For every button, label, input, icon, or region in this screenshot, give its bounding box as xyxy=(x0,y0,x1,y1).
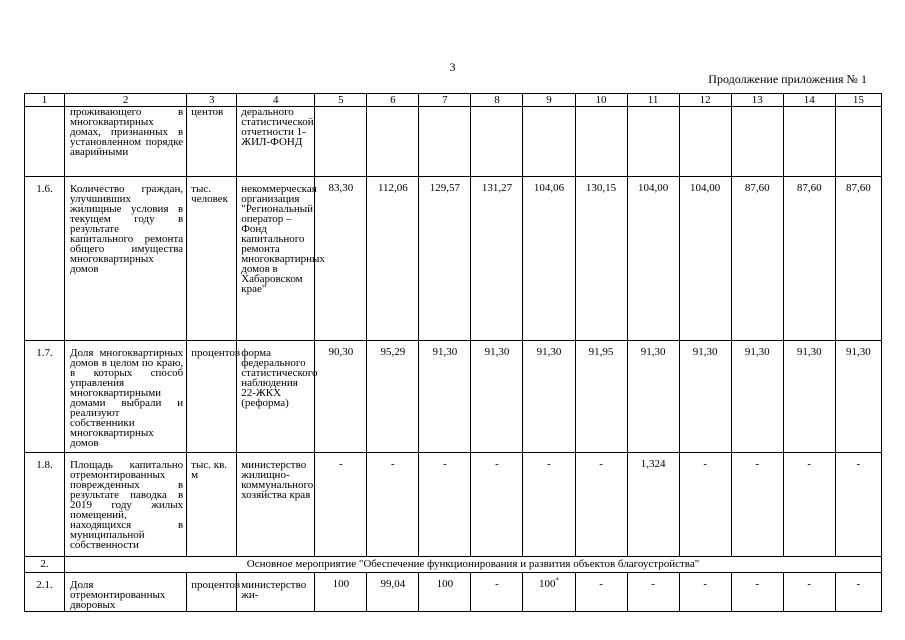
header-cell: 2 xyxy=(65,94,187,107)
header-row xyxy=(25,94,882,107)
indicator-name: Площадь капитально отремонтированных поврежденных в результате паводка в 2019 году жилых помещений, находящихся в муниципальной собственности xyxy=(65,453,187,557)
value-cell: 1,324 xyxy=(627,453,679,557)
header-cell: 8 xyxy=(471,94,523,107)
value-cell: - xyxy=(679,453,731,557)
header-cell: 11 xyxy=(627,94,679,107)
table-row xyxy=(25,107,882,177)
table-row xyxy=(25,453,882,557)
value-cell: - xyxy=(783,573,835,612)
section-number: 2. xyxy=(25,557,65,573)
data-source: министерство жи- xyxy=(237,573,315,612)
row-number: 1.8. xyxy=(25,453,65,557)
indicator-name: проживающего в многоквартирных домах, признанных в установленном порядке аварийными xyxy=(65,107,187,177)
value-cell: 104,00 xyxy=(627,177,679,341)
value-cell: - xyxy=(471,453,523,557)
value-cell xyxy=(575,107,627,177)
value-cell: - xyxy=(315,453,367,557)
unit: процентов xyxy=(187,341,237,453)
value-cell xyxy=(315,107,367,177)
value-cell: 87,60 xyxy=(783,177,835,341)
row-number: 1.7. xyxy=(25,341,65,453)
data-source: форма федерального статистического наблюдения 22-ЖКХ (реформа) xyxy=(237,341,315,453)
indicator-name: Количество граждан, улучшивших жилищные условия в текущем году в результате капитального ремонта общего имущества многоквартирных домов xyxy=(65,177,187,341)
value-cell: 99,04 xyxy=(367,573,419,612)
value-cell: - xyxy=(575,573,627,612)
unit: тыс. кв. м xyxy=(187,453,237,557)
value-cell-footnoted xyxy=(523,573,575,612)
value-cell xyxy=(835,107,881,177)
footnote-mark: * xyxy=(555,576,559,585)
header-cell: 3 xyxy=(187,94,237,107)
data-source: некоммерческая организация "Региональный оператор – Фонд капитального ремонта многоквартирных домов в Хабаровском крае" xyxy=(237,177,315,341)
header-cell: 5 xyxy=(315,94,367,107)
value-cell xyxy=(679,107,731,177)
value-cell: 91,30 xyxy=(679,341,731,453)
indicator-name: Доля многоквартирных домов в целом по краю, в которых способ управления многоквартирными домами выбрали и реализуют собственники многоквартирных домов xyxy=(65,341,187,453)
value-cell xyxy=(471,107,523,177)
value-cell: 87,60 xyxy=(731,177,783,341)
value-cell: - xyxy=(471,573,523,612)
value-cell: 91,30 xyxy=(835,341,881,453)
value-cell: - xyxy=(679,573,731,612)
header-cell: 10 xyxy=(575,94,627,107)
value-cell: 91,95 xyxy=(575,341,627,453)
value-cell: - xyxy=(575,453,627,557)
header-cell: 6 xyxy=(367,94,419,107)
indicator-name: Доля отремонтированных дворовых xyxy=(65,573,187,612)
section-title: Основное мероприятие "Обеспечение функционирования и развития объектов благоустройства" xyxy=(65,557,882,573)
value-cell: - xyxy=(367,453,419,557)
page-number: 3 xyxy=(449,60,456,74)
value-cell: 130,15 xyxy=(575,177,627,341)
value-cell: - xyxy=(783,453,835,557)
value-cell: 104,06 xyxy=(523,177,575,341)
continuation-label: Продолжение приложения № 1 xyxy=(708,72,867,86)
value-cell: - xyxy=(627,573,679,612)
value-cell xyxy=(367,107,419,177)
value-cell: 87,60 xyxy=(835,177,881,341)
row-number: 2.1. xyxy=(25,573,65,612)
value-cell: - xyxy=(731,453,783,557)
unit: тыс. человек xyxy=(187,177,237,341)
value-cell: 91,30 xyxy=(471,341,523,453)
value-text: 100 xyxy=(539,578,556,590)
value-cell: 91,30 xyxy=(419,341,471,453)
table-row xyxy=(25,341,882,453)
value-cell: 91,30 xyxy=(783,341,835,453)
data-source: дерального статистической отчетности 1-ЖИЛ-ФОНД xyxy=(237,107,315,177)
row-number xyxy=(25,107,65,177)
value-cell: 95,29 xyxy=(367,341,419,453)
indicators-table xyxy=(24,93,882,612)
header-cell: 9 xyxy=(523,94,575,107)
value-cell: 83,30 xyxy=(315,177,367,341)
header-cell: 14 xyxy=(783,94,835,107)
header-cell: 13 xyxy=(731,94,783,107)
header-cell: 1 xyxy=(25,94,65,107)
unit: центов xyxy=(187,107,237,177)
value-cell: - xyxy=(731,573,783,612)
table-row xyxy=(25,177,882,341)
value-cell: 90,30 xyxy=(315,341,367,453)
unit: процентов xyxy=(187,573,237,612)
header-cell: 4 xyxy=(237,94,315,107)
value-cell xyxy=(419,107,471,177)
header-cell: 7 xyxy=(419,94,471,107)
header-cell: 15 xyxy=(835,94,881,107)
value-cell: - xyxy=(523,453,575,557)
value-cell: 131,27 xyxy=(471,177,523,341)
value-cell xyxy=(523,107,575,177)
value-cell: 129,57 xyxy=(419,177,471,341)
data-source: министерство жилищно-коммунального хозяйства края xyxy=(237,453,315,557)
value-cell: 100 xyxy=(419,573,471,612)
value-cell: 104,00 xyxy=(679,177,731,341)
row-number: 1.6. xyxy=(25,177,65,341)
value-cell: 91,30 xyxy=(523,341,575,453)
table-row xyxy=(25,573,882,612)
header-cell: 12 xyxy=(679,94,731,107)
value-cell: - xyxy=(835,453,881,557)
value-cell: - xyxy=(419,453,471,557)
value-cell: 112,06 xyxy=(367,177,419,341)
section-row xyxy=(25,557,882,573)
value-cell xyxy=(627,107,679,177)
value-cell: 91,30 xyxy=(731,341,783,453)
value-cell xyxy=(783,107,835,177)
value-cell: 91,30 xyxy=(627,341,679,453)
value-cell xyxy=(731,107,783,177)
value-cell: 100 xyxy=(315,573,367,612)
value-cell: - xyxy=(835,573,881,612)
